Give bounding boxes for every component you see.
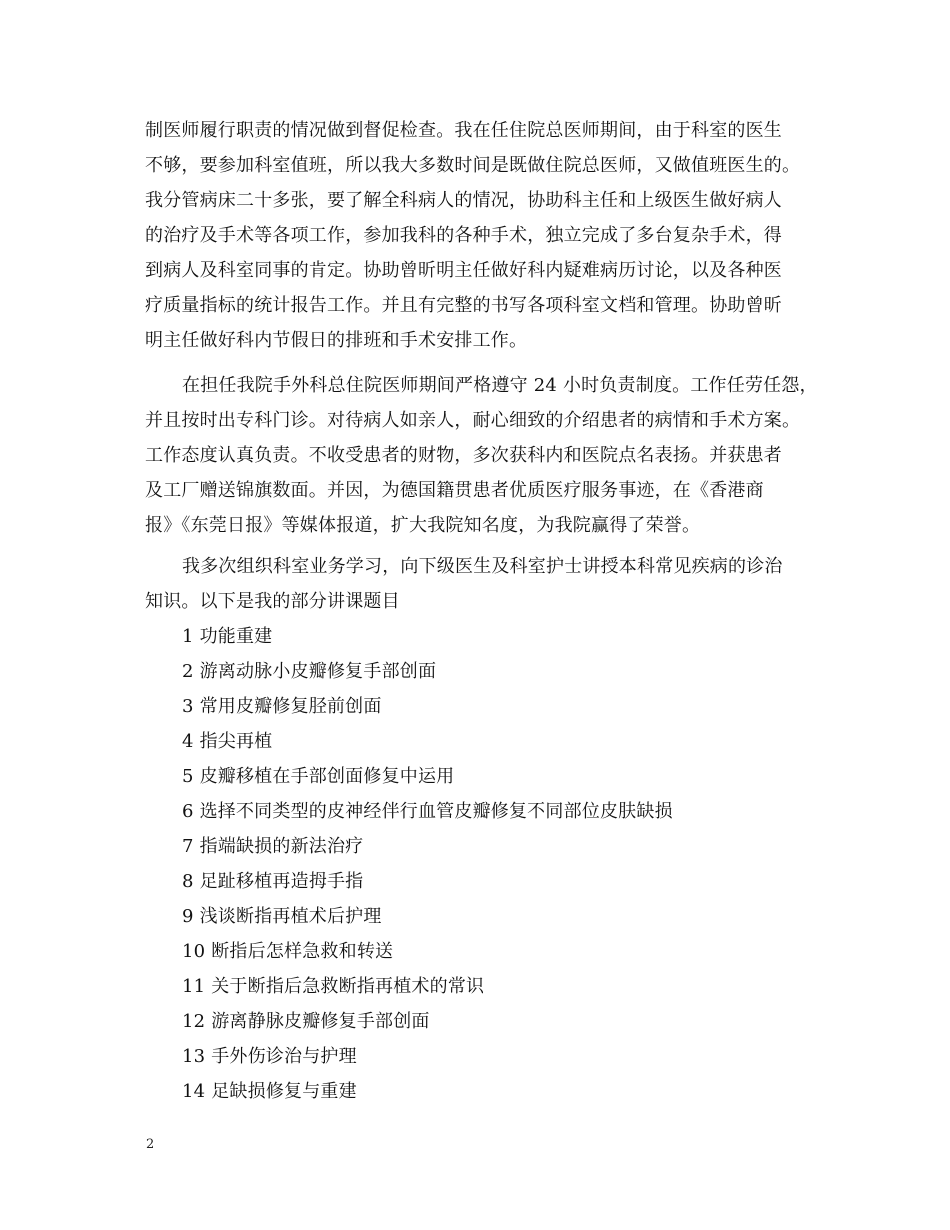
list-item: 3 常用皮瓣修复胫前创面 — [182, 696, 382, 717]
list-item: 2 游离动脉小皮瓣修复手部创面 — [182, 661, 437, 682]
list-item: 10 断指后怎样急救和转送 — [182, 941, 394, 962]
text-line: 工作态度认真负责。不收受患者的财物，多次获科内和医院点名表扬。并获患者 — [145, 445, 782, 466]
text-line: 明主任做好科内节假日的排班和手术安排工作。 — [145, 330, 528, 351]
text-line: 到病人及科室同事的肯定。协助曾昕明主任做好科内疑难病历讨论，以及各种医 — [145, 260, 782, 281]
list-item: 9 浅谈断指再植术后护理 — [182, 906, 382, 927]
text-line: 并且按时出专科门诊。对待病人如亲人，耐心细致的介绍患者的病情和手术方案。 — [145, 410, 801, 431]
list-item: 1 功能重建 — [182, 626, 273, 647]
list-item: 4 指尖再植 — [182, 731, 273, 752]
list-item: 8 足趾移植再造拇手指 — [182, 871, 364, 892]
text-line: 我分管病床二十多张，要了解全科病人的情况，协助科主任和上级医生做好病人 — [145, 190, 782, 211]
list-item: 11 关于断指后急救断指再植术的常识 — [182, 976, 485, 997]
paragraph-first-line: 在担任我院手外科总住院医师期间严格遵守 24 小时负责制度。工作任劳任怨， — [182, 375, 818, 396]
text-line: 的治疗及手术等各项工作，参加我科的各种手术，独立完成了多台复杂手术，得 — [145, 225, 782, 246]
text-line: 知识。以下是我的部分讲课题目 — [145, 591, 400, 612]
text-line: 及工厂赠送锦旗数面。并因，为德国籍贯患者优质医疗服务事迹，在《香港商 — [145, 480, 764, 501]
list-item: 12 游离静脉皮瓣修复手部创面 — [182, 1011, 430, 1032]
list-item: 6 选择不同类型的皮神经伴行血管皮瓣修复不同部位皮肤缺损 — [182, 801, 673, 822]
text-line: 报》《东莞日报》等媒体报道，扩大我院知名度，为我院赢得了荣誉。 — [145, 515, 701, 536]
list-item: 13 手外伤诊治与护理 — [182, 1046, 357, 1067]
text-line: 制医师履行职责的情况做到督促检查。我在任住院总医师期间，由于科室的医生 — [145, 120, 782, 141]
list-item: 7 指端缺损的新法治疗 — [182, 836, 364, 857]
text-line: 不够，要参加科室值班，所以我大多数时间是既做住院总医师，又做值班医生的。 — [145, 155, 801, 176]
page-number: 2 — [146, 1137, 155, 1152]
paragraph-first-line: 我多次组织科室业务学习，向下级医生及科室护士讲授本科常见疾病的诊治 — [182, 556, 783, 577]
list-item: 5 皮瓣移植在手部创面修复中运用 — [182, 766, 455, 787]
list-item: 14 足缺损修复与重建 — [182, 1081, 357, 1102]
text-line: 疗质量指标的统计报告工作。并且有完整的书写各项科室文档和管理。协助曾昕 — [145, 295, 782, 316]
